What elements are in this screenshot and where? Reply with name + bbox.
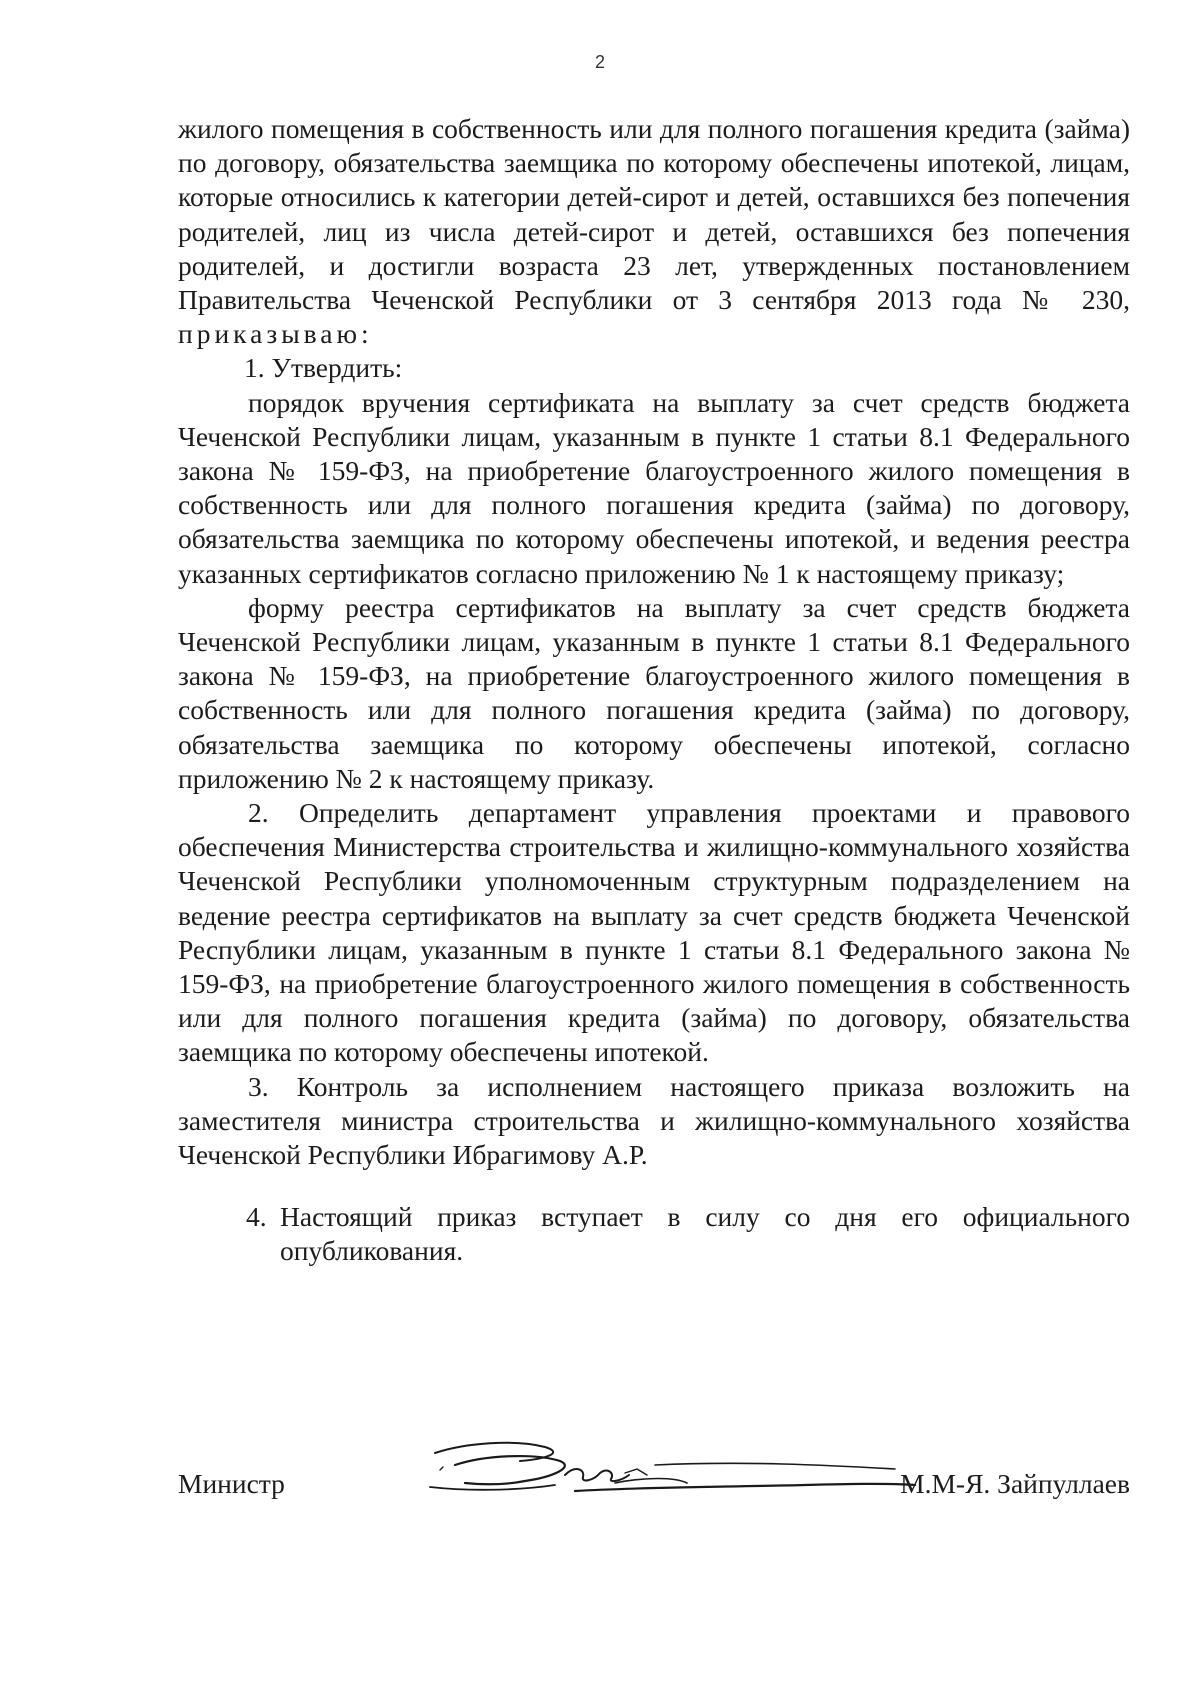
- document-body: [178, 112, 1130, 1172]
- intro-paragraph: [178, 112, 1130, 351]
- item-1b-paragraph: форму реестра сертификатов на выплату за счет средств бюджета Чеченской Республики лицам, указанным в пункте 1 статьи 8.1 Федерального закона № 159-ФЗ, на приобретение благоустроенного жилого помещения в собственность или для полного погашения кредита (займа) по договору, обязательства заемщика по которому обеспечены ипотекой, согласно приложению № 2 к настоящему приказу.: [178, 591, 1130, 794]
- item-2-paragraph: 2. Определить департамент управления проектами и правового обеспечения Министерства строительства и жилищно-коммунального хозяйства Чеченской Республики уполномоченным структурным подразделением на ведение реестра сертификатов на выплату за счет средств бюджета Чеченской Республики лицам, указанным в пункте 1 статьи 8.1 Федерального закона № 159-ФЗ, на приобретение благоустроенного жилого помещения в собственность или для полного погашения кредита (займа) по договору, обязательства заемщика по которому обеспечены ипотекой.: [178, 797, 1130, 1068]
- intro-text: жилого помещения в собственность или для полного погашения кредита (займа) по договору, обязательства заемщика по которому обеспечены ипотекой, лицам, которые относились к категории детей-сирот и детей, оставшихся без попечения родителей, лиц из числа детей-сирот и детей, оставшихся без попечения родителей, и достигли возраста 23 лет, утвержденных постановлением Правительства Чеченской Республики от 3 сентября 2013 года № 230,: [178, 113, 1130, 316]
- item-3-paragraph: 3. Контроль за исполнением настоящего приказа возложить на заместителя министра строительства и жилищно-коммунального хозяйства Чеченской Республики Ибрагимову А.Р.: [178, 1070, 1130, 1171]
- item-4-paragraph: [246, 1200, 1130, 1268]
- page-number: 2: [594, 52, 605, 72]
- item-4-number: 4.: [246, 1201, 267, 1232]
- item-1-heading: 1. Утвердить:: [244, 352, 403, 384]
- item-4-text: Настоящий приказ вступает в силу со дня его официального опубликования.: [280, 1201, 1130, 1267]
- order-word: приказываю:: [178, 318, 373, 350]
- signature-block: [178, 1468, 1130, 1508]
- signatory-title: Министр: [178, 1468, 285, 1499]
- item-1a-paragraph: порядок вручения сертификата на выплату за счет средств бюджета Чеченской Республики лицам, указанным в пункте 1 статьи 8.1 Федерального закона № 159-ФЗ, на приобретение благоустроенного жилого помещения в собственность или для полного погашения кредита (займа) по договору, обязательства заемщика по которому обеспечены ипотекой, и ведения реестра указанных сертификатов согласно приложению № 1 к настоящему приказу;: [178, 386, 1130, 589]
- signatory-name: М.М-Я. Зайпуллаев: [900, 1468, 1130, 1499]
